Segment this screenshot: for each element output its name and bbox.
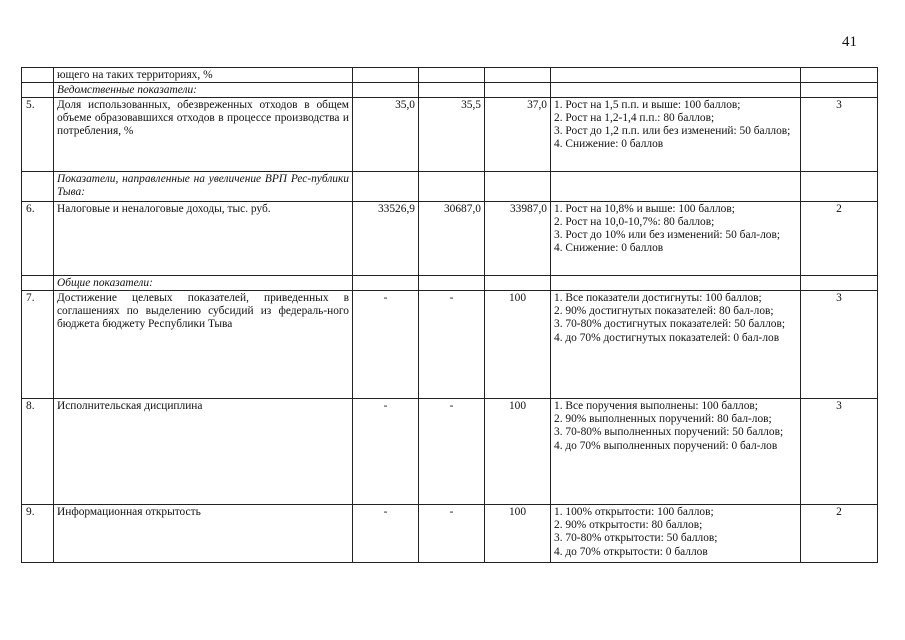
row-number: 6. xyxy=(22,202,54,276)
value-1: - xyxy=(353,291,419,399)
value-3: 100 xyxy=(485,399,551,505)
criterion: 3. 70-80% открытости: 50 баллов; xyxy=(554,532,718,545)
weight: 3 xyxy=(801,291,878,399)
criterion: 2. 90% выполненных поручений: 80 бал-лов; xyxy=(554,413,772,426)
section-row xyxy=(22,276,878,291)
table-row xyxy=(22,202,878,276)
weight: 3 xyxy=(801,98,878,172)
weight: 3 xyxy=(801,399,878,505)
criterion: 1. Рост на 10,8% и выше: 100 баллов; xyxy=(554,203,735,216)
table-row xyxy=(22,68,878,83)
section-title: Показатели, направленные на увеличение ВРП Рес-публики Тыва: xyxy=(54,172,353,202)
section-row xyxy=(22,83,878,98)
value-3: 100 xyxy=(485,505,551,563)
value-2: 35,5 xyxy=(419,98,485,172)
value-2: 30687,0 xyxy=(419,202,485,276)
criterion: 4. Снижение: 0 баллов xyxy=(554,242,664,255)
criterion: 4. до 70% выполненных поручений: 0 бал-лов xyxy=(554,439,778,452)
criterion: 4. до 70% достигнутых показателей: 0 бал-лов xyxy=(554,331,780,344)
section-row xyxy=(22,172,878,202)
value-3: 100 xyxy=(485,291,551,399)
row-number: 9. xyxy=(22,505,54,563)
page-number: 41 xyxy=(842,34,857,50)
criterion: 3. Рост до 10% или без изменений: 50 бал-лов; xyxy=(554,229,781,242)
criterion: 2. Рост на 1,2-1,4 п.п.: 80 баллов; xyxy=(554,112,715,125)
table-row xyxy=(22,399,878,505)
weight: 2 xyxy=(801,202,878,276)
value-1: - xyxy=(353,399,419,505)
row-number: 5. xyxy=(22,98,54,172)
row-name: Достижение целевых показателей, приведенных в соглашениях по выделению субсидий из федераль-ного бюджета бюджету Республики Тыва xyxy=(54,291,353,399)
indicators-table xyxy=(21,67,878,563)
value-3: 33987,0 xyxy=(485,202,551,276)
row-name: Доля использованных, обезвреженных отходов в общем объеме образовавшихся отходов в процессе производства и потребления, % xyxy=(54,98,353,172)
criteria-cell xyxy=(551,98,801,172)
criteria-cell xyxy=(551,505,801,563)
table-row xyxy=(22,505,878,563)
value-1: 35,0 xyxy=(353,98,419,172)
criterion: 1. Все показатели достигнуты: 100 баллов; xyxy=(554,292,762,305)
row-name: Исполнительская дисциплина xyxy=(54,399,353,505)
criterion: 1. 100% открытости: 100 баллов; xyxy=(554,506,714,519)
criterion: 4. Снижение: 0 баллов xyxy=(554,138,664,151)
row-name: Налоговые и неналоговые доходы, тыс. руб. xyxy=(54,202,353,276)
value-2: - xyxy=(419,399,485,505)
section-title: Общие показатели: xyxy=(54,276,353,291)
criterion: 1. Все поручения выполнены: 100 баллов; xyxy=(554,400,758,413)
criterion: 3. 70-80% достигнутых показателей: 50 баллов; xyxy=(554,318,785,331)
weight: 2 xyxy=(801,505,878,563)
criterion: 4. до 70% открытости: 0 баллов xyxy=(554,545,708,558)
criterion: 3. Рост до 1,2 п.п. или без изменений: 50 баллов; xyxy=(554,125,791,138)
criterion: 1. Рост на 1,5 п.п. и выше: 100 баллов; xyxy=(554,99,741,112)
row-number: 7. xyxy=(22,291,54,399)
value-1: 33526,9 xyxy=(353,202,419,276)
criterion: 3. 70-80% выполненных поручений: 50 баллов; xyxy=(554,426,784,439)
value-2: - xyxy=(419,505,485,563)
value-2: - xyxy=(419,291,485,399)
criteria-cell xyxy=(551,202,801,276)
section-title: Ведомственные показатели: xyxy=(54,83,353,98)
criterion: 2. 90% открытости: 80 баллов; xyxy=(554,519,703,532)
row-name: Информационная открытость xyxy=(54,505,353,563)
row-text: ющего на таких территориях, % xyxy=(54,68,353,83)
criteria-cell xyxy=(551,399,801,505)
criterion: 2. Рост на 10,0-10,7%: 80 баллов; xyxy=(554,216,715,229)
table-row xyxy=(22,291,878,399)
row-number: 8. xyxy=(22,399,54,505)
criteria-cell xyxy=(551,291,801,399)
value-3: 37,0 xyxy=(485,98,551,172)
criterion: 2. 90% достигнутых показателей: 80 бал-лов; xyxy=(554,305,774,318)
table-row xyxy=(22,98,878,172)
value-1: - xyxy=(353,505,419,563)
